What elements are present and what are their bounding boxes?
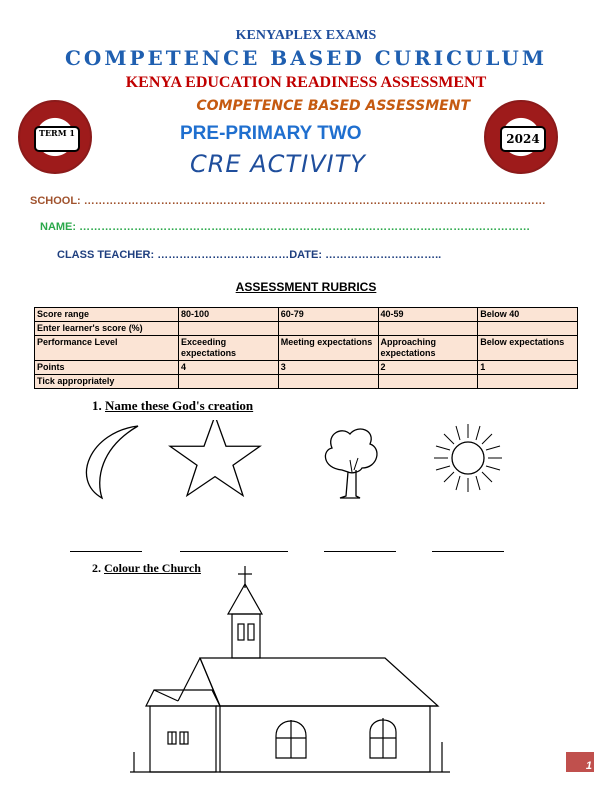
score-entry-cell[interactable] — [179, 322, 279, 336]
question-number: 1. — [92, 398, 102, 413]
question-number: 2. — [92, 561, 101, 575]
question-text: Colour the Church — [104, 561, 201, 575]
table-cell: 40-59 — [378, 308, 478, 322]
class-teacher-date-field[interactable]: CLASS TEACHER: ………………………………DATE: ………………………….. — [57, 249, 442, 261]
tick-cell[interactable] — [179, 375, 279, 389]
table-cell: Enter learner's score (%) — [35, 322, 179, 336]
score-entry-cell[interactable] — [478, 322, 578, 336]
curriculum-title: COMPETENCE BASED CURICULUM — [65, 46, 547, 70]
table-cell: Approaching expectations — [378, 336, 478, 361]
grade-title: PRE-PRIMARY TWO — [180, 123, 362, 144]
table-cell: Tick appropriately — [35, 375, 179, 389]
answer-line-star[interactable] — [180, 551, 288, 552]
table-cell: Exceeding expectations — [179, 336, 279, 361]
table-row — [35, 361, 578, 375]
table-cell: 60-79 — [278, 308, 378, 322]
table-row — [35, 322, 578, 336]
answer-line-tree[interactable] — [324, 551, 396, 552]
table-row — [35, 308, 578, 322]
star-icon — [170, 420, 260, 496]
school-field[interactable]: SCHOOL: ……………………………………………………………………………………………………………… — [30, 195, 546, 207]
year-badge-label: 2024 — [500, 126, 546, 152]
tick-cell[interactable] — [378, 375, 478, 389]
creation-pictures — [60, 420, 560, 500]
table-cell: Meeting expectations — [278, 336, 378, 361]
year-badge — [484, 100, 558, 174]
answer-line-moon[interactable] — [70, 551, 142, 552]
term-badge — [18, 100, 92, 174]
church-drawing — [120, 566, 460, 776]
table-cell: Performance Level — [35, 336, 179, 361]
tick-cell[interactable] — [278, 375, 378, 389]
assessment-type: COMPETENCE BASED ASSESSMENT — [196, 98, 470, 114]
table-cell: 1 — [478, 361, 578, 375]
page-number: 1 — [566, 752, 594, 772]
table-cell: Score range — [35, 308, 179, 322]
name-field[interactable]: NAME: …………………………………………………………………………………………………………… — [40, 221, 531, 233]
table-row — [35, 336, 578, 361]
exam-provider: KENYAPLEX EXAMS — [235, 28, 377, 43]
table-cell: Below 40 — [478, 308, 578, 322]
answer-line-sun[interactable] — [432, 551, 504, 552]
tree-icon — [325, 429, 377, 498]
activity-title: CRE ACTIVITY — [190, 150, 366, 178]
assessment-rubric-table — [34, 307, 578, 389]
score-entry-cell[interactable] — [278, 322, 378, 336]
assessment-name: KENYA EDUCATION READINESS ASSESSMENT — [125, 74, 487, 91]
tick-cell[interactable] — [478, 375, 578, 389]
table-row — [35, 375, 578, 389]
rubric-title: ASSESSMENT RUBRICS — [235, 280, 377, 294]
score-entry-cell[interactable] — [378, 322, 478, 336]
table-cell: 2 — [378, 361, 478, 375]
table-cell: 80-100 — [179, 308, 279, 322]
term-badge-label: TERM 1 — [34, 126, 80, 152]
question-text: Name these God's creation — [105, 398, 254, 413]
table-cell: 3 — [278, 361, 378, 375]
sun-icon — [434, 424, 502, 492]
moon-icon — [86, 426, 138, 498]
question-1 — [92, 398, 253, 414]
table-cell: 4 — [179, 361, 279, 375]
table-cell: Points — [35, 361, 179, 375]
table-cell: Below expectations — [478, 336, 578, 361]
